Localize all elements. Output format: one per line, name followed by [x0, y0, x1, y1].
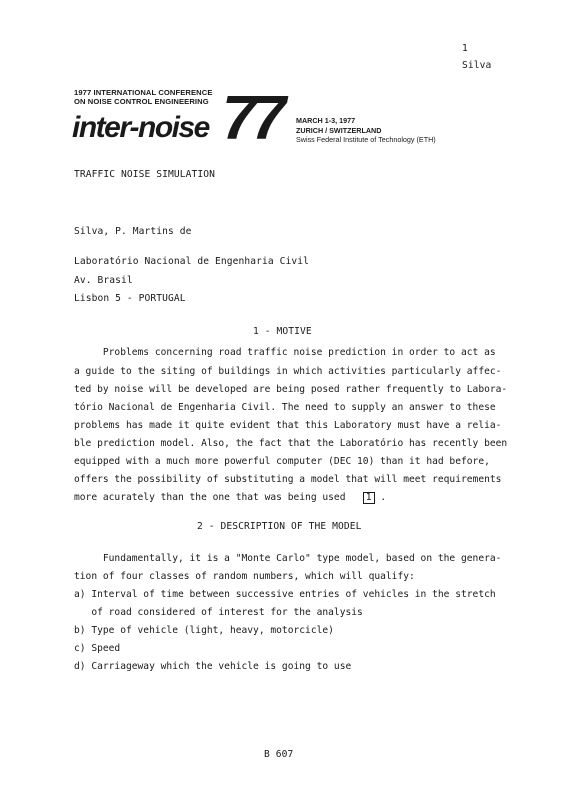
- conference-dates: MARCH 1-3, 1977: [296, 116, 356, 125]
- paragraph-text: more acurately than the one that was being used: [74, 492, 346, 503]
- paragraph-line: Problems concerning road traffic noise prediction in order to act as: [74, 347, 496, 358]
- author-tag: Silva: [462, 60, 492, 71]
- paper-title: TRAFFIC NOISE SIMULATION: [74, 169, 216, 180]
- conference-line-1: 1977 INTERNATIONAL CONFERENCE: [74, 88, 213, 97]
- inter-noise-logo-number: 77: [222, 84, 281, 153]
- paragraph-line: offers the possibility of substituting a model that will meet requirements: [74, 474, 502, 485]
- affiliation-line: Lisbon 5 - PORTUGAL: [74, 293, 186, 304]
- paragraph-end: .: [374, 492, 387, 503]
- conference-institute: Swiss Federal Institute of Technology (ETH): [296, 135, 436, 144]
- reference-citation: 1: [363, 492, 375, 504]
- list-item: a) Interval of time between successive entries of vehicles in the stretch: [74, 589, 496, 600]
- conference-details: [296, 116, 436, 145]
- paragraph-line: problems has made it quite evident that this Laboratory must have a relia-: [74, 420, 502, 431]
- page-number: 1: [462, 43, 468, 54]
- list-item: b) Type of vehicle (light, heavy, motorcicle): [74, 625, 334, 636]
- paragraph-line: equipped with a much more powerful computer (DEC 10) than it had before,: [74, 456, 490, 467]
- paragraph-line-last: [74, 492, 386, 504]
- list-item: of road considered of interest for the analysis: [74, 607, 363, 618]
- paper-author: Silva, P. Martins de: [74, 226, 192, 237]
- paragraph-line: Fundamentally, it is a "Monte Carlo" type model, based on the genera-: [74, 553, 502, 564]
- page-footer: B 607: [264, 749, 294, 760]
- affiliation-line: Av. Brasil: [74, 275, 133, 286]
- paragraph-line: ted by noise will be developed are being posed rather frequently to Labora-: [74, 384, 508, 395]
- paragraph-line: tion of four classes of random numbers, which will qualify:: [74, 571, 415, 582]
- section-heading-motive: 1 - MOTIVE: [253, 326, 312, 337]
- conference-location: ZURICH / SWITZERLAND: [296, 125, 382, 135]
- section-heading-description: 2 - DESCRIPTION OF THE MODEL: [197, 521, 362, 532]
- paragraph-line: tório Nacional de Engenharia Civil. The need to supply an answer to these: [74, 402, 496, 413]
- paragraph-line: a guide to the siting of buildings in which activities particularly affec-: [74, 366, 502, 377]
- paragraph-line: ble prediction model. Also, the fact that the Laboratório has recently been: [74, 438, 508, 449]
- affiliation-line: Laboratório Nacional de Engenharia Civil: [74, 256, 310, 267]
- list-item: d) Carriageway which the vehicle is going to use: [74, 661, 352, 672]
- list-item: c) Speed: [74, 643, 121, 654]
- conference-line-2: ON NOISE CONTROL ENGINEERING: [74, 97, 209, 106]
- inter-noise-logo-word: inter-noise: [72, 111, 209, 144]
